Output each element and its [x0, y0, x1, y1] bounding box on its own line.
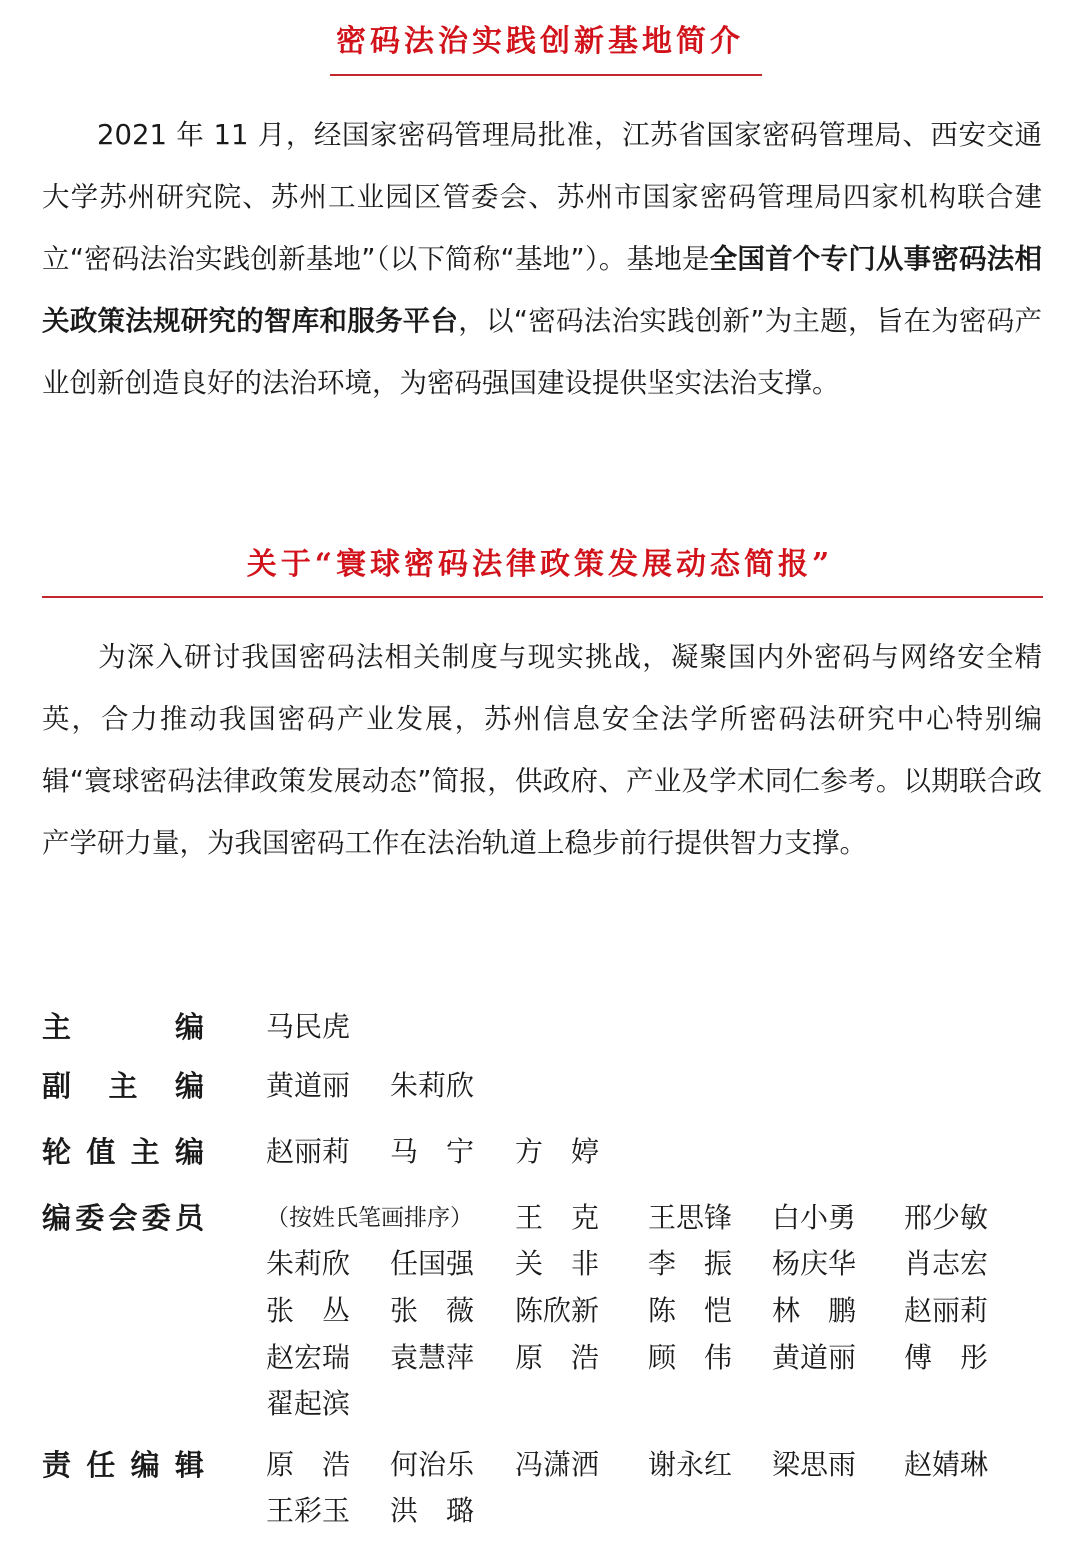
- committee-member: 王 克: [515, 1201, 600, 1234]
- section2-title-underline: [42, 596, 1043, 598]
- committee-member: 陈 恺: [648, 1294, 733, 1327]
- responsible-editor-name: 冯潇洒: [515, 1448, 600, 1481]
- committee-member: 任国强: [390, 1247, 475, 1280]
- responsible-editor-name: 赵婧琳: [904, 1448, 989, 1481]
- section2-title: 关于“寰球密码法律政策发展动态简报”: [246, 547, 834, 582]
- committee-member: 陈欣新: [515, 1294, 600, 1327]
- responsible-editor-name: 洪 璐: [390, 1494, 475, 1527]
- section2-paragraph: [42, 626, 1042, 874]
- section1-text-b: ，以“密码法治实践创新”为主题，旨在为密码产业创新创造良好的法治环境，为密码强国建设提供坚实法治支撑。: [42, 305, 1042, 399]
- committee-member: 白小勇: [772, 1201, 857, 1234]
- responsible-editor-name: 谢永红: [648, 1448, 733, 1481]
- responsible-editor-name: 王彩玉: [266, 1494, 351, 1527]
- committee-member: 顾 伟: [648, 1341, 733, 1374]
- deputy-editor-name: 黄道丽: [266, 1069, 351, 1102]
- role-committee: 编委会委员: [42, 1201, 204, 1235]
- section1-title: 密码法治实践创新基地简介: [336, 24, 744, 59]
- responsible-editor-name: 梁思雨: [772, 1448, 857, 1481]
- role-responsible-editor: 责任编辑: [42, 1448, 204, 1482]
- committee-member: 邢少敏: [904, 1201, 989, 1234]
- deputy-editor-name: 朱莉欣: [390, 1069, 475, 1102]
- role-rotating-editor: 轮值主编: [42, 1135, 204, 1169]
- section1-paragraph: [42, 104, 1042, 414]
- committee-member: 朱莉欣: [266, 1247, 351, 1280]
- role-chief-editor: 主编: [42, 1010, 204, 1044]
- committee-member: 袁慧萍: [390, 1341, 475, 1374]
- committee-member: 关 非: [515, 1247, 600, 1280]
- rotating-editor-name: 赵丽莉: [266, 1135, 351, 1168]
- committee-member: 林 鹏: [772, 1294, 857, 1327]
- responsible-editor-name: 原 浩: [266, 1448, 351, 1481]
- committee-member: 肖志宏: [904, 1247, 989, 1280]
- committee-member: 王思锋: [648, 1201, 733, 1234]
- committee-sort-note: （按姓氏笔画排序）: [266, 1205, 473, 1231]
- committee-member: 赵丽莉: [904, 1294, 989, 1327]
- section1-title-underline: [330, 74, 762, 76]
- committee-member: 傅 彤: [904, 1341, 989, 1374]
- rotating-editor-name: 马 宁: [390, 1135, 475, 1168]
- section1-text-a: 2021 年 11 月，经国家密码管理局批准，江苏省国家密码管理局、西安交通大学苏州研究院、苏州工业园区管委会、苏州市国家密码管理局四家机构联合建立“密码法治实践创新基地”（以下简称“基地”）。基地是: [42, 119, 1042, 275]
- section2-text: 为深入研讨我国密码法相关制度与现实挑战，凝聚国内外密码与网络安全精英，合力推动我国密码产业发展，苏州信息安全法学所密码法研究中心特别编辑“寰球密码法律政策发展动态”简报，供政府、产业及学术同仁参考。以期联合政产学研力量，为我国密码工作在法治轨道上稳步前行提供智力支撑。: [42, 641, 1042, 859]
- section1-text-bold: 全国首个专门从事密码法相关政策法规研究的智库和服务平台: [42, 243, 1042, 337]
- committee-member: 杨庆华: [772, 1247, 857, 1280]
- committee-member: 赵宏瑞: [266, 1341, 351, 1374]
- committee-member: 张 薇: [390, 1294, 475, 1327]
- committee-member: 原 浩: [515, 1341, 600, 1374]
- rotating-editor-name: 方 婷: [515, 1135, 600, 1168]
- role-deputy-editor: 副主编: [42, 1069, 204, 1103]
- chief-editor-name: 马民虎: [266, 1010, 351, 1043]
- responsible-editor-name: 何治乐: [390, 1448, 475, 1481]
- committee-member: 黄道丽: [772, 1341, 857, 1374]
- committee-member: 张 丛: [266, 1294, 351, 1327]
- committee-member: 翟起滨: [266, 1387, 351, 1420]
- committee-member: 李 振: [648, 1247, 733, 1280]
